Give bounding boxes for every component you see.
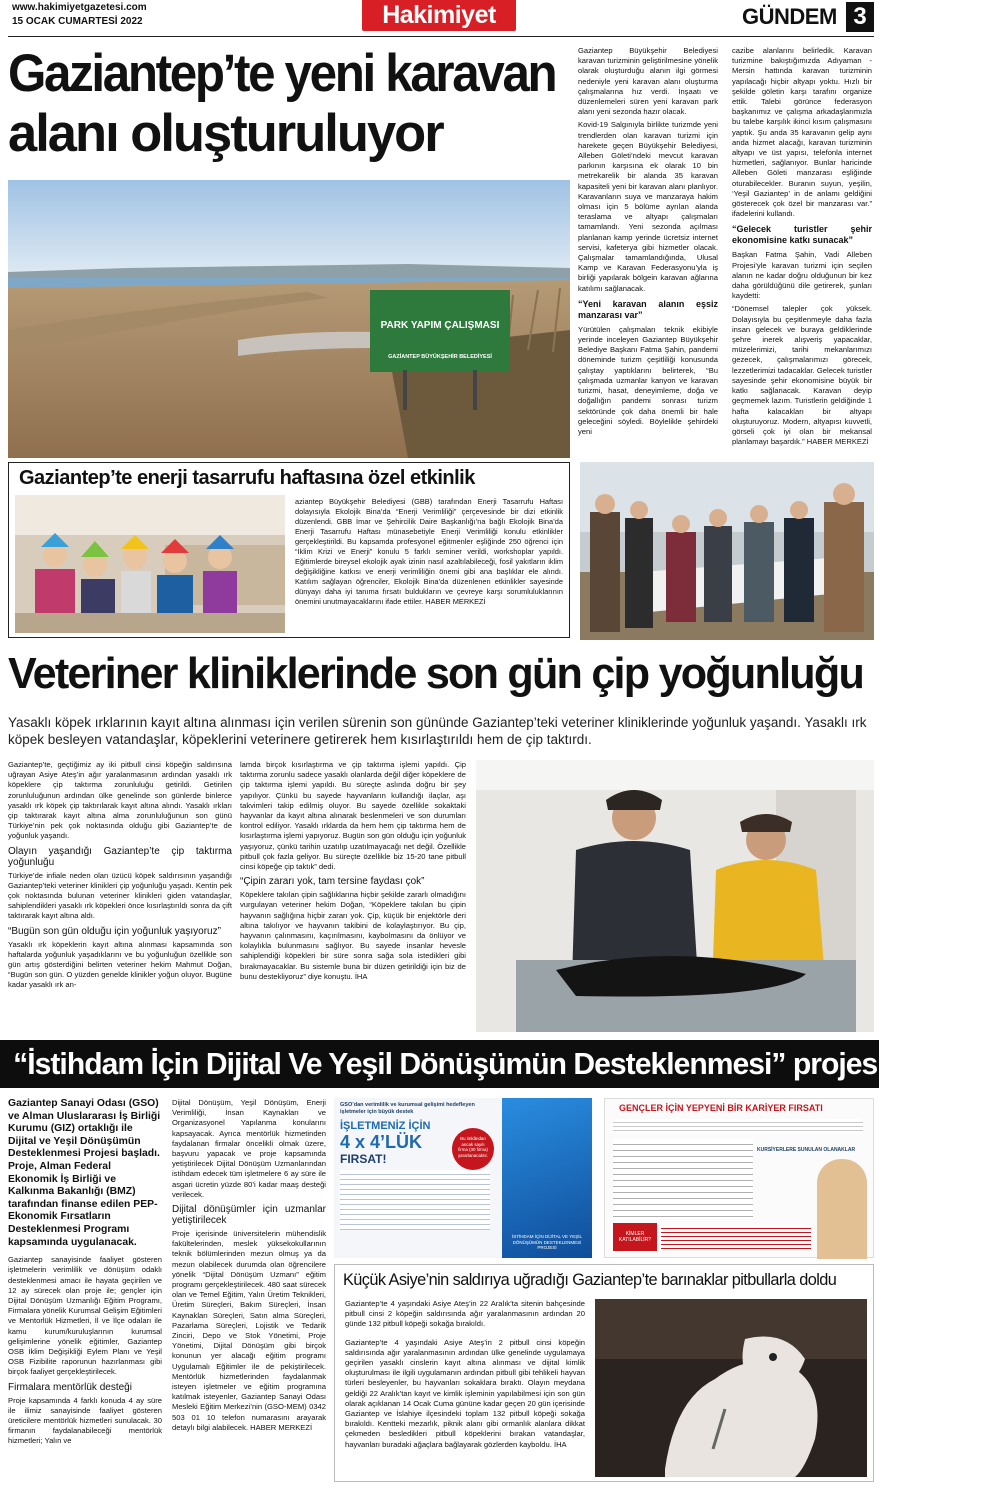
ad-title-2: 4 x 4’LÜK — [340, 1132, 423, 1152]
ad-title-1: İŞLETMENİZ İÇİN — [340, 1120, 431, 1132]
officials-illustration — [580, 462, 874, 640]
gso-ad-right[interactable] — [604, 1098, 874, 1258]
caravan-paragraph: Yürütülen çalışmaları teknik ekibiyle yerinde inceleyen Gaziantep Büyükşehir Belediye Başkanı Fatma Şahin, pandemi döneminde turizm çeşitliliği konusunda çalıştay yaptıklarını belirterek, “Bu çalışmada uzmanlar kanyon ve karavan turizmi, hasat, deneyimleme, doğa ve doğallığın pandemi sonrası turizm sektöründe çok daha önemli bir hale geleceğini söyledi. Böylelikle şehirdeki yeni — [578, 324, 718, 436]
career-ad-title: GENÇLER İÇİN YEPYENİ BİR KARİYER FIRSATI — [619, 1103, 823, 1113]
caravan-col1 — [578, 46, 718, 440]
masthead-rule — [8, 36, 874, 37]
career-ad-footer-label: KİMLER KATILABİLİR? — [618, 1231, 652, 1243]
pitbull-photo — [595, 1299, 867, 1477]
vet-quote: “Çipin zararı yok, tam tersine faydası çok” — [240, 876, 425, 888]
caravan-paragraph: Gaziantep Büyükşehir Belediyesi karavan turizminin geliştirilmesine yönelik olarak oluşturduğu alanın ilgi görmesi nedeniyle yeni karavan alanı oluşturma çalışmalarına hız verdi. İnşaatı ve düzenlemeleri süren yeni karavan park alanı yeni sezonda hazır olacak. — [578, 46, 718, 117]
gso-ad-left[interactable] — [334, 1098, 592, 1258]
caravan-paragraph: “Dönemsel talepler çok yüksek. Dolayısıyla bu çeşitlenmeyle daha fazla insan gelecek ve buraya geldiklerinde şehre inerek alışveriş yapacaklar, müzelerimizi, tarihi mekanlarımızı gezecek, çalışmalarımızı görecek, lezzetlerimizi tadacaklar. Gelecek turistler sayesinde şehir ekonomisine büyük bir katkı sağlanacak. Karavan deyip geçmemek lazım. Turistlerin geldiğinde 1 hafta kalacakları bir altyapı oluşturuyoruz. Modern, altyapısı kuvvetli, görseli çok iyi olan bir mekansal planlamayı başardık.” HABER MERKEZİ — [732, 304, 872, 447]
pitbull-illustration — [595, 1299, 867, 1477]
newspaper-logo — [362, 0, 516, 31]
caravan-site-illustration — [8, 180, 570, 458]
career-ad-list — [613, 1139, 753, 1219]
caravan-paragraph: Kovid-19 Salgınıyla birlikte turizmde yeni trendlerden olan karavan turizmi için harekete geçen Büyükşehir Belediyesi, Alleben Göleti’ndeki mevcut karavan parkının karşısına ek olarak 10 bin metrekarelik bir alanda 35 karavan kapasiteli yeni bir karavan alanı planlıyor. Karavanların suya ve manzaraya hakim olması için 5 bölüme ayrılan alanda teraslama ve altyapı çalışmaları tamamlandı. Yeni sezonda açılması planlanan kamp yerinde ücretsiz internet servisi, kafeterya gibi hizmetler olacak. Çalışmalar tamamlandığında, Ulusal Kamp ve Karavan Federasyonu’yla iş birliği yapılarak bölgein karavan ağlarına katılımı sağlanacak. — [578, 120, 718, 293]
website-url[interactable]: www.hakimiyetgazetesi.com — [12, 2, 147, 13]
project-banner — [0, 1040, 989, 1088]
ad-badge-text: Bu imkândan ancak sayılı firma (30 firma) yararlanacaktır. — [457, 1136, 489, 1158]
ad-badge — [452, 1128, 494, 1170]
pitbull-paragraph: Gaziantep’te 4 yaşındaki Asiye Ateş’in 22 Aralık’ta sitenin bahçesinde pitbull cinsi 2 köpeğin saldırısında ağır yaralanmasının ardından 20 günde 132 pitbull köpeği sokağa bırakıldı. — [345, 1299, 585, 1329]
career-ad-person — [817, 1159, 867, 1259]
project-headline: “İstihdam İçin Dijital Ve Yeşil Dönüşümün Desteklenmesi” projesi başladı — [13, 1046, 989, 1081]
project-subheading: Firmalara mentörlük desteği — [8, 1381, 132, 1393]
sign-footer: GAZİANTEP BÜYÜKŞEHİR BELEDİYESİ — [388, 354, 492, 360]
career-ad-footer-lines — [661, 1225, 811, 1249]
project-col1 — [8, 1098, 162, 1450]
project-lead: Gaziantep Sanayi Odası (GSO) ve Alman Uluslararası İş Birliği Kurumu (GIZ) ortaklığı ile Dijital ve Yeşil Dönüşümün Desteklenmesi Projesi başladı. Proje, Alman Federal Ekonomik İş Birliği ve Kalkınma Bakanlığı (BMZ) tarafından finanse edilen PEP-Ekonomik Fırsatların Desteklenmesi Programı kapsamında uygulanacak. — [8, 1098, 161, 1248]
section-name: GÜNDEM — [742, 4, 837, 29]
vet-quote: “Bugün son gün olduğu için yoğunluk yaşıyoruz” — [8, 925, 221, 937]
project-paragraph: Proje kapsamında 4 farklı konuda 4 ay süre ile ilimiz sanayisinde faaliyet gösteren üreticilere mentörlük hizmetleri sunulacak. 30 firmanın faydalanabileceği mentörlük hizmetleri; Yalın ve — [8, 1395, 162, 1446]
caravan-quote2: “Gelecek turistler şehir ekonomisine katkı sunacak” — [732, 224, 872, 246]
vet-paragraph: lamda birçok kısırlaştırma ve çip taktırma işlemi yapıldı. Çip taktırma zorunlu sadece yasaklı olanlarda değil diğer köpeklere de çip taktırma işlemi yapıldı. Bu süreçte aslında doğru bir şey yapılıyor. Çünkü bu sayede hayvanların kullandığı ilaçlar, aşı takvimleri takip edilmiş oluyor. Bu sayede özellikle sokaktaki hayvanlar da kayıt altına alınarak beslenmeleri ve son durumları kontrol ediliyor. Yasaklı ırklarda da hem hem çip taktırma hem de kısırlaştırma işlemi yapıyoruz. Bugün son gün olduğu için yoğunluk yaşıyoruz, çünkü tarihin uzatılıp uzatılmayacağı net değil. Özellikle pitbull çok fazla geliyor. Bu süreçte özellikle biz 15-20 tane pitbull cinsi köpeğe çip taktık” dedi. — [240, 760, 466, 872]
ad-top-text: GSO’dan verimlilik ve kurumsal gelişimi hedefleyen işletmeler için büyük destek — [340, 1102, 475, 1115]
ad-list-lines — [340, 1170, 490, 1230]
article-energy-box — [8, 462, 570, 638]
vet-subheading: Olayın yaşandığı Gaziantep’te çip taktırma yoğunluğu — [8, 845, 232, 868]
logo-text: Hakimiyet — [382, 1, 496, 29]
energy-headline: Gaziantep’te enerji tasarrufu haftasına özel etkinlik — [19, 467, 475, 489]
vet-paragraph: Yasaklı ırk köpeklerin kayıt altına alınması kapsamında son haftalarda yoğunluk yaşadıklarını ve bu yoğunluğun özellikle son gün artış gösterdiğini belirten veteriner hekim Mahmut Doğan, “Bugün son gün. O yüzden genelde klinikler yoğun oluyor. Bugüne kadar yasaklı ırk an- — [8, 939, 232, 990]
caravan-paragraph: cazibe alanlarını belirledik. Karavan turizmine bakıştığımızda Adıyaman - Mersin hattında karavan turizminin yapılacağı hiçbir altyapı yoktu. Hızlı bir şekilde göletin karşı tarafını organize ettik. Talebi görünce federasyon başkanımız ve çalışma arkadaşlarımızla bu talebe karşılık ikinci kısım çalışmasını yaptık. Şu anda 35 karavanın gelip aynı anda hizmet alacağı, karavan turizminin altyapı ve üst yapısı, telefonla internet hizmetleri, sağlanıyor. Bunlar haricinde Alleben Göleti manzarası eşliğinde oturabilecekler. Buranın suyun, yeşilin, ‘Yeşil Gaziantep’ in de anlamı geldiğini gösterecek çok özel bir manzarası var.” ifadelerini kullandı. — [732, 46, 872, 219]
caravan-headline — [8, 44, 568, 164]
pitbull-box — [334, 1264, 874, 1482]
caravan-quote1: “Yeni karavan alanın eşsiz manzarası var” — [578, 298, 718, 320]
vet-col1 — [8, 760, 232, 994]
project-paragraph: Gaziantep sanayisinde faaliyet gösteren işletmelerin verimlilik ve dönüşüm odaklı desteklenmesi amacı ile hayata geçirilen ve 12 ay sürecek olan proje ile; gençler için Dijital Dönüşüm Uzmanlığı Eğitim Programı, Firmalara yönelik Kurumsal Gelişim Eğitimleri ve Mentorlük Hizmetleri, İl ve İlçe odaları ile kamu kurum/kuruluşlarının kurumsal gelişimlerine yönelik eğitimler, Gaziantep OSB İklim Değişikliği Eylem Planı ve Yeşil OSB Fizibilite raporunun hazırlanması gibi birçok faaliyet gerçekleştirilecek. — [8, 1255, 162, 1377]
caravan-headline-line1: Gaziantep’te yeni karavan — [8, 44, 556, 103]
project-col2 — [172, 1098, 326, 1436]
ad-footer: İSTİHDAM İÇİN DİJİTAL VE YEŞİL DÖNÜŞÜMÜN DESTEKLENMESİ PROJESİ — [512, 1234, 582, 1250]
energy-body: aziantep Büyükşehir Belediyesi (GBB) tarafından Enerji Tasarrufu Haftası dolayısıyla Ekolojik Bina’da “Enerji Verimliliği” çerçevesinde bir dizi etkinlik düzenlendi. GBB İmar ve Şehircilik Daire Başkanlığı’na bağlı Ekolojik Bina’da Enerji Tasarrufu Haftası münasebetiyle Enerji Verimliliği konulu etkinlikler gerçekleştirildi. Bu kapsamda profesyonel eğitmenler eşliğinde 250 öğrenci için “İklim Krizi ve Enerji” konulu 5 farklı seminer verildi, workshoplar yapıldı. Eğitimlerde bireysel ekolojik ayak izinin nasıl azaltılabileceği, fosil yakıtların iklim değişikliğine katkısı ve enerji verimliliğin önemi gibi ana başlıklar ele alındı. Katılım sağlayan öğrenciler, Ekolojik Bina’da düzenlenen etkinlikler sayesinde dünyayı daha iyi tanıma fırsatı buldukların ve çevreye karşı sorumluluklarının önemini unutmayacaklarını ifade ettiler. HABER MERKEZİ — [295, 497, 563, 606]
children-workshop-illustration — [15, 495, 285, 633]
vet-paragraph: Türkiye’de infiale neden olan üzücü köpek saldırısının yaşandığı Gaziantep’teki veteriner klinikleri çip yoğunluğu yaşadı. Kentin pek çok noktasında bulunan veteriner klinikleri giden vatandaşlar, sahiplendikleri yasaklı ırk köpekleri önce kısırlaştırıldı sonra da çift taktırarak kayıt altına aldı. — [8, 870, 232, 921]
project-paragraph: Dijital Dönüşüm, Yeşil Dönüşüm, Enerji Verimliliği, İnsan Kaynakları ve Organizasyonel Yapılanma konularını kapsayacak. Ayrıca mentörlük hizmetinden faydalanan firmalar öncelikli olmak üzere, başvuru yapacak ve proje kapsamında yetiştirilecek Dijital Dönüşüm Uzmanlarından istihdam edecek tüm işletmelere 6 ay süre ile asgari ücretin yüzde 80’i kadar maaş desteği verilecek. — [172, 1098, 326, 1199]
pitbull-body — [345, 1299, 585, 1453]
sign-title: PARK YAPIM ÇALIŞMASI — [380, 320, 500, 331]
pitbull-paragraph: Gaziantep’te 4 yaşındaki Asiye Ateş’in 2 pitbull cinsi köpeğin saldırısında ağır yaralanmasının ardından ülke genelinde uygulamaya geçirilen yasaklı cinslerin kayıt altına alınması ve dijital kimlik oluşturulması ile ilgili uygulamanın ardından pitbull gibi tehlikeli hayvan türleri besleyenler, bu hayvanları sokaklara bıraktı. Olayın meydana geldiği 22 Aralık’tan kayıt ve kimlik işleminin yapılabilmesi için son gün olarak açıklanan 14 Ocak Cuma gününe kadar geçen 20 gün içerisinde Gaziantep ve İslahiye ilçesindeki toplam 132 pitbull köpeği sokağa bırakıldı. Kentteki mezarlık, piknik alanı gibi ormanlık alanlara dikkat çekmeden besledikleri pitbull köpeklerini bırakan vatandaşlar, hayvanları buradaki ağaçlara bağlayarak gözlerden kayboldu. İHA — [345, 1337, 585, 1449]
vet-clinic-photo — [476, 760, 874, 1032]
page-number-box — [846, 2, 874, 32]
vet-clinic-illustration — [476, 760, 874, 1032]
caravan-col2 — [732, 46, 872, 450]
caravan-site-photo — [8, 180, 570, 458]
career-ad-lines — [613, 1119, 863, 1133]
vet-headline: Veteriner kliniklerinde son gün çip yoğunluğu — [8, 649, 864, 698]
project-subheading: Dijital dönüşümler için uzmanlar yetiştirilecek — [172, 1204, 326, 1227]
project-paragraph: Proje içerisinde üniversitelerin mühendislik fakültelerinden, meslek yüksekokullarının teknik bölümlerinden mezun olmuş ya da mezun olabilecek durumda olan öğrencilere yönelik “Dijital Dönüşüm Uzmanı” eğitim programı gerçekleştirilecek. 480 saat sürecek olan ve Temel Eğitim, Yalın Üretim Teknikleri, Üretim Süreçleri, Bakım Süreçleri, İnsan Kaynakları Süreçleri, Satın alma Süreçleri, Pazarlama Süreçleri, Lojistik ve Tedarik Zinciri, Depo ve Stok Yönetimi, Proje Yönetimi, Dijital Dönüşüm gibi birçok konunun yer alacağı eğitim programı Uygulamalı Eğitimler ile de pekiştirilecek. Mentörlük hizmetlerinden faydalanmak isteyen işletmeler ve eğitim programına katılmak isteyenler, Gaziantep Sanayi Odası Mesleki Eğitim Merkezi’nin (GSO-MEM) 0342 503 01 10 telefon numarasını arayarak detaylı bilgi alabilecek. HABER MERKEZİ — [172, 1229, 326, 1432]
vet-paragraph: Gaziantep’te, geçtiğimiz ay iki pitbull cinsi köpeğin saldırısına uğrayan Asiye Ateş’in ağır yaralanmasının ardından yasaklı ırk köpeklere çip taktırma zorunluluğu getirildi. Getirilen zorunluluğunun ardından ülke genelinde son günlerde binlerce yasaklı ırk köpek çip taktırılarak kayıt altına alındı. Yasaklı ırkları çip taktırarak kayıt altına alma zorunluluğunun son günü Türkiye’nin pek çok noktasında olduğu gibi Gaziantep’te de yoğunluk yaşandı. — [8, 760, 232, 841]
vet-col2 — [240, 760, 466, 985]
pitbull-headline: Küçük Asiye’nin saldırıya uğradığı Gaziantep’te barınaklar pitbullarla doldu — [343, 1270, 837, 1289]
vet-paragraph: Köpeklere takılan çipin sağlıklarına hiçbir şekilde zararlı olmadığını vurgulayan veteriner hekim Doğan, “Köpeklere takılan bu çipin hayvanın sağlığına hiçbir zararı yok. Çip, küçük bir enjektörle deri altına takılıyor ve hayvanın takibini de kolaylaştırıyor. Bu çip, hayvanın çalınmasını, kaçırılmasını, kaybolmasını da önlüyor ve kolaylıkla bulunmasını sağlıyor. Bu sayede insanlar hevesle sahiplendiği köpekleri bir süre sonra sağa sola istedikleri gibi bırakmayacaklar. Bu sistemle buna bir düzen getirildiği için biz de bunu destekliyoruz” diye konuştu. İHA — [240, 890, 466, 981]
officials-photo — [580, 462, 874, 640]
ad-title-3: FIRSAT! — [340, 1152, 387, 1166]
vet-lead: Yasaklı köpek ırklarının kayıt altına alınması için verilen sürenin son gününde Gaziantep’teki veteriner kliniklerinde yoğunluk yaşandı. Yasaklı ırk köpek besleyen vatandaşlar, köpeklerini veterinere getirerek hem kısırlaştırıldı hem de çip taktırdı. — [8, 715, 867, 747]
issue-date: 15 OCAK CUMARTESİ 2022 — [12, 16, 143, 27]
caravan-paragraph: Başkan Fatma Şahin, Vadi Alleben Projesi’yle karavan turizmi için seçilen alanın ne kadar doğru olduğunun bir kez daha görüldüğünü dile getirerek, şunları kaydetti: — [732, 250, 872, 301]
career-ad-sub: KURSİYERLERE SUNULAN OLANAKLAR — [757, 1147, 856, 1153]
caravan-headline-line2: alanı oluşturuluyor — [8, 104, 443, 163]
page-number: 3 — [853, 3, 867, 30]
masthead — [0, 0, 879, 34]
career-ad-footer — [613, 1223, 657, 1251]
children-workshop-photo — [15, 495, 285, 633]
